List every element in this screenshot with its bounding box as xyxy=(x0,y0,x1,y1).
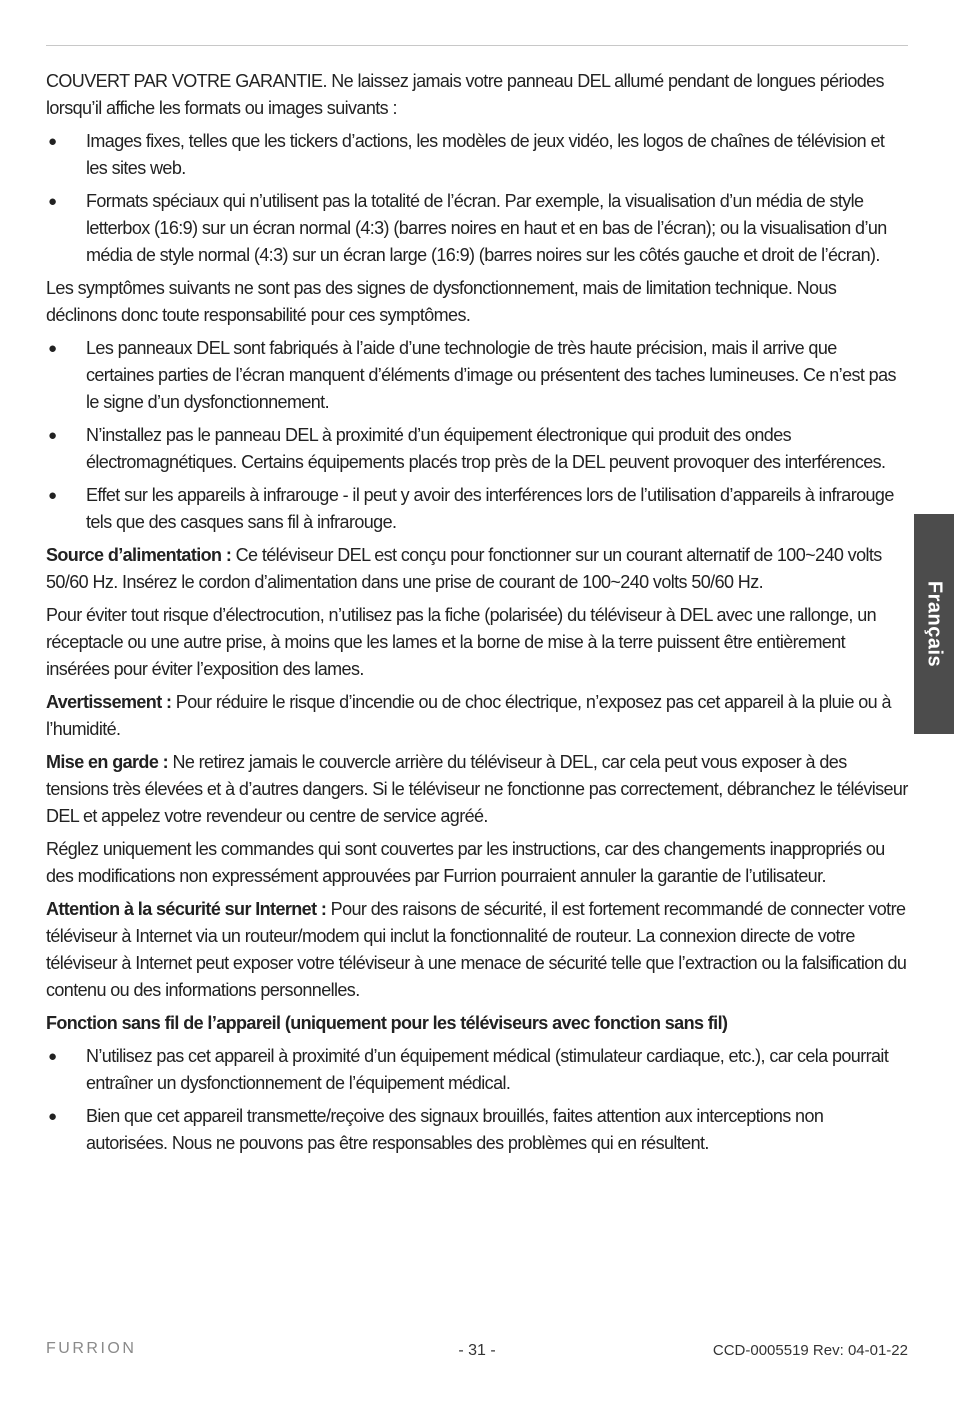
bullet-icon: ● xyxy=(48,340,57,357)
caution-paragraph xyxy=(46,749,908,830)
list-item xyxy=(46,422,908,476)
symptoms-list xyxy=(46,335,908,536)
static-image-list xyxy=(46,128,908,269)
list-item xyxy=(46,188,908,269)
list-item-text: Formats spéciaux qui n’utilisent pas la totalité de l’écran. Par exemple, la visualisation d’un média de style letterbox (16:9) sur un écran normal (4:3) (barres noires en haut et en bas de l’écran); ou la visualisation d’un média de style normal (4:3) sur un écran large (16:9) (barres noires sur les côtés gauche et droit de l’écran). xyxy=(86,191,887,265)
language-tab xyxy=(914,514,954,734)
list-item xyxy=(46,482,908,536)
document-code: CCD-0005519 Rev: 04-01-22 xyxy=(712,1342,908,1359)
list-item-text: Bien que cet appareil transmette/reçoive des signaux brouillés, faites attention aux interceptions non autorisées. Nous ne pouvons pas être responsables des problèmes qui en résultent. xyxy=(86,1106,824,1153)
electrocution-paragraph: Pour éviter tout risque d’électrocution, n’utilisez pas la fiche (polarisée) du téléviseur à DEL avec une rallonge, un réceptacle ou une autre prise, à moins que les lames et la borne de mise à la terre puissent être entièrement insérées pour éviter l’exposition des lames. xyxy=(46,605,877,679)
wireless-list xyxy=(46,1043,908,1157)
caution-text: Ne retirez jamais le couvercle arrière du téléviseur à DEL, car cela peut vous exposer à des tensions très élevées et à d’autres dangers. Si le téléviseur ne fonctionne pas correctement, débranchez le téléviseur DEL et appelez votre revendeur ou centre de service agréé. xyxy=(46,752,908,826)
wireless-heading: Fonction sans fil de l’appareil (uniquement pour les téléviseurs avec fonction sans fil) xyxy=(46,1013,728,1033)
power-source-lead: Source d’alimentation : xyxy=(46,545,232,565)
warning-lead: Avertissement : xyxy=(46,692,172,712)
list-item-text: Les panneaux DEL sont fabriqués à l’aide d’une technologie de très haute précision, mais il arrive que certaines parties de l’écran manquent d’éléments d’image ou présentent des taches lumineuses. Ce n’est pas le signe d’un dysfonctionnement. xyxy=(86,338,896,412)
bullet-icon: ● xyxy=(48,427,57,444)
language-tab-label: Français xyxy=(923,580,946,668)
internet-security-paragraph xyxy=(46,896,908,1004)
internet-security-text: Pour des raisons de sécurité, il est fortement recommandé de connecter votre téléviseur à Internet via un routeur/modem qui inclut la fonctionnalité de routeur. La connexion directe de votre téléviseur à Internet peut exposer votre téléviseur à une menace de sécurité telle que l’extraction ou la falsification du contenu ou des informations personnelles. xyxy=(46,899,907,1000)
bullet-icon: ● xyxy=(48,133,57,150)
list-item-text: Effet sur les appareils à infrarouge - il peut y avoir des interférences lors de l’utilisation d’appareils à infrarouge tels que des casques sans fil à infrarouge. xyxy=(86,485,894,532)
furrion-logo: FURRION xyxy=(46,1340,137,1357)
power-source-text: Ce téléviseur DEL est conçu pour fonctionner sur un courant alternatif de 100~240 volts 50/60 Hz. Insérez le cordon d’alimentation dans une prise de courant de 100~240 volts 50/60 Hz. xyxy=(46,545,882,592)
internet-security-lead: Attention à la sécurité sur Internet : xyxy=(46,899,327,919)
bullet-icon: ● xyxy=(48,1048,57,1065)
bullet-icon: ● xyxy=(48,193,57,210)
list-item xyxy=(46,1043,908,1097)
bullet-icon: ● xyxy=(48,1108,57,1125)
power-source-paragraph xyxy=(46,542,908,596)
symptoms-paragraph: Les symptômes suivants ne sont pas des signes de dysfonctionnement, mais de limitation technique. Nous déclinons donc toute responsabilité pour ces symptômes. xyxy=(46,278,837,325)
page-body xyxy=(46,68,908,1163)
page-number: - 31 - xyxy=(458,1342,496,1359)
warranty-paragraph: COUVERT PAR VOTRE GARANTIE. Ne laissez jamais votre panneau DEL allumé pendant de longues périodes lorsqu’il affiche les formats ou images suivants : xyxy=(46,71,884,118)
list-item xyxy=(46,335,908,416)
bullet-icon: ● xyxy=(48,487,57,504)
list-item xyxy=(46,1103,908,1157)
list-item-text: N’utilisez pas cet appareil à proximité d’un équipement médical (stimulateur cardiaque, etc.), car cela pourrait entraîner un dysfonctionnement de l’équipement médical. xyxy=(86,1046,889,1093)
controls-paragraph: Réglez uniquement les commandes qui sont couvertes par les instructions, car des changements inappropriés ou des modifications non expressément approuvées par Furrion pourraient annuler la garantie de l’utilisateur. xyxy=(46,839,885,886)
list-item-text: Images fixes, telles que les tickers d’actions, les modèles de jeux vidéo, les logos de chaînes de télévision et les sites web. xyxy=(86,131,885,178)
header-divider xyxy=(46,45,908,46)
list-item-text: N’installez pas le panneau DEL à proximité d’un équipement électronique qui produit des ondes électromagnétiques. Certains équipements placés trop près de la DEL peuvent provoquer des interférences. xyxy=(86,425,886,472)
warning-text: Pour réduire le risque d’incendie ou de choc électrique, n’exposez pas cet appareil à la pluie ou à l’humidité. xyxy=(46,692,891,739)
page-footer xyxy=(46,1340,908,1364)
list-item xyxy=(46,128,908,182)
warning-paragraph xyxy=(46,689,908,743)
caution-lead: Mise en garde : xyxy=(46,752,169,772)
